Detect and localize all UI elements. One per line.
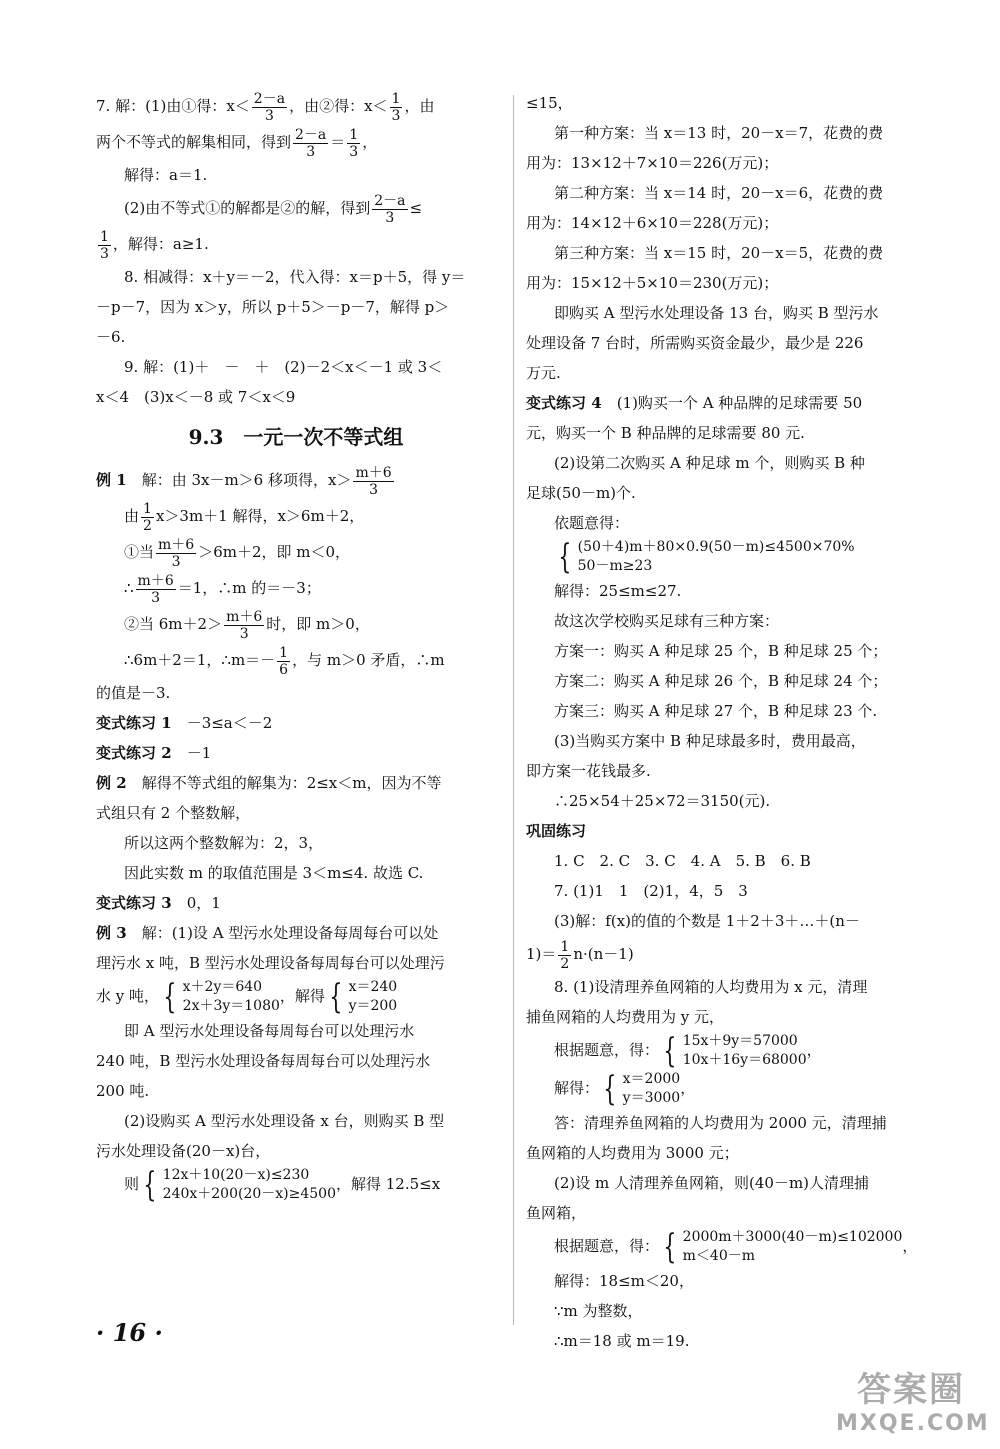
watermark-logo: [836, 1362, 990, 1436]
text-line: 答：清理养鱼网箱的人均费用为 2000 元，清理捕: [554, 1114, 887, 1132]
text-line: 即 A 型污水处理设备每周每台可以处理污水: [124, 1022, 415, 1040]
text-line: ≤15，: [526, 94, 573, 112]
section-label: 巩固练习: [526, 822, 587, 840]
text-line: ∴6m＋2＝1，∴m＝－ $\frac{1}{6}$ ，与 m＞0 矛盾，∴m: [124, 644, 445, 678]
text-line: 例 3 解：(1)设 A 型污水处理设备每周每台可以处: [96, 924, 439, 942]
fraction: $\frac{1}{2}$: [560, 938, 570, 972]
equation-system: { (50＋4)m＋80×0.9(50－m)≤4500×70% 50－m≥23: [558, 537, 855, 577]
text-line: ∴25×54＋25×72＝3150(元).: [554, 792, 771, 810]
text-line: 方案二：购买 A 种足球 26 个，B 种足球 24 个；: [554, 672, 888, 690]
text-line: 240 吨，B 型污水处理设备每周每台可以处理污水: [96, 1052, 431, 1070]
text-line: 处理设备 7 台时，所需购买资金最少，最少是 226: [526, 334, 864, 352]
text-line: 8. 相减得：x＋y＝－2，代入得：x＝p＋5，得 y＝: [124, 268, 466, 286]
text-line: 解得：18≤m＜20，: [554, 1272, 694, 1290]
text-line: 由 $\frac{1}{2}$ x＞3m＋1 解得，x＞6m＋2，: [124, 500, 365, 534]
text-line: 方案一：购买 A 种足球 25 个，B 种足球 25 个；: [554, 642, 888, 660]
text-line: 污水处理设备(20－x)台，: [96, 1142, 271, 1160]
fraction: $\frac{1}{3}$: [349, 126, 359, 160]
text-line: ①当 $\frac{m+6}{3}$ ＞6m＋2，即 m＜0，: [124, 536, 351, 570]
text-line: $\frac{1}{3}$ ，解得：a≥1.: [100, 228, 209, 262]
text-line: 鱼网箱的人均费用为 3000 元；: [526, 1144, 739, 1162]
section-title: 9.3 一元一次不等式组: [188, 425, 404, 449]
right-column: [526, 88, 930, 1356]
text-line: (3)解：f(x)的值的个数是 1＋2＋3＋…＋(n－: [554, 912, 860, 930]
text-line: 依题意得：: [554, 514, 630, 532]
text-line: 变式练习 2 －1: [96, 744, 212, 762]
text-line: 根据题意，得： { 15x＋9y＝57000 10x＋16y＝68000 ，: [554, 1031, 822, 1071]
fraction: $\frac{2-a}{3}$: [253, 90, 286, 124]
fraction: $\frac{1}{2}$: [143, 500, 152, 534]
text-line: 即方案一花钱最多.: [526, 762, 651, 780]
text-line: [526, 538, 930, 576]
watermark-text: 答案圈: [857, 1370, 965, 1410]
equation-system: { x＝240 y＝200: [329, 977, 398, 1017]
text-line: 变式练习 3 0，1: [96, 894, 221, 912]
page-number: · 16 ·: [96, 1318, 163, 1347]
text-line: 7. (1)1 1 (2)1，4，5 3: [554, 882, 748, 900]
text-line: ∴m＝18 或 m＝19.: [554, 1332, 690, 1350]
example-label: 例 1: [96, 471, 127, 489]
text-line: 变式练习 4 (1)购买一个 A 种品牌的足球需要 50: [526, 394, 863, 412]
text-line: 水 y 吨， { x＋2y＝640 2x＋3y＝1080 ，解得 { x＝240 y＝200: [96, 977, 398, 1017]
text-line: 根据题意，得： { 2000m＋3000(40－m)≤102000 m＜40－m ，: [554, 1227, 918, 1267]
text-line: 足球(50－m)个.: [526, 484, 636, 502]
text-line: 式组只有 2 个整数解，: [96, 804, 251, 822]
left-column: [96, 88, 496, 1204]
fraction: $\frac{m+6}{3}$: [158, 536, 195, 570]
text-line: 解得： { x＝2000 y＝3000 ，: [554, 1069, 696, 1109]
text-line: －p－7，因为 x＞y，所以 p＋5＞－p－7，解得 p＞: [96, 298, 450, 316]
text-line: 则 { 12x＋10(20－x)≤230 240x＋200(20－x)≥4500 ，解得 12.5≤x: [124, 1165, 441, 1205]
text-line: 8. (1)设清理养鱼网箱的人均费用为 x 元，清理: [554, 978, 868, 996]
equation-system: { 2000m＋3000(40－m)≤102000 m＜40－m: [663, 1227, 903, 1267]
text-line: ∴ $\frac{m+6}{3}$ ＝1，∴m 的＝－3；: [124, 572, 321, 606]
text-line: (2)由不等式①的解都是②的解，得到 $\frac{2-a}{3}$ ≤: [124, 192, 423, 226]
text-line: 第三种方案：当 x＝15 时，20－x＝5，花费的费: [554, 244, 884, 262]
text-line: 解得：a＝1.: [124, 166, 208, 184]
fraction: $\frac{2-a}{3}$: [295, 126, 327, 160]
text-line: 用为：14×12＋6×10＝228(万元)；: [526, 214, 779, 232]
equation-system: { x＝2000 y＝3000: [603, 1069, 681, 1109]
text-line: 200 吨.: [96, 1082, 150, 1100]
text-line: 第一种方案：当 x＝13 时，20－x＝7，花费的费: [554, 124, 884, 142]
text-line: 1. C 2. C 3. C 4. A 5. B 6. B: [554, 852, 811, 870]
text-line: 因此实数 m 的取值范围是 3＜m≤4. 故选 C.: [124, 864, 424, 882]
text-line: ②当 6m＋2＞ $\frac{m+6}{3}$ 时，即 m＞0，: [124, 608, 370, 642]
text-line: 的值是－3.: [96, 684, 171, 702]
text-line: 即购买 A 型污水处理设备 13 台，购买 B 型污水: [554, 304, 879, 322]
text-line: 变式练习 1 －3≤a＜－2: [96, 714, 273, 732]
text-line: 解得：25≤m≤27.: [554, 582, 682, 600]
fraction: $\frac{1}{6}$: [279, 644, 289, 678]
text-line: 理污水 x 吨，B 型污水处理设备每周每台可以处理污: [96, 954, 445, 972]
column-divider: [513, 95, 514, 1325]
text-line: －6.: [96, 328, 126, 346]
text-line: ∵m 为整数，: [554, 1302, 643, 1320]
text-line: 所以这两个整数解为：2，3，: [124, 834, 324, 852]
text-line: 鱼网箱，: [526, 1204, 587, 1222]
text-line: (3)当购买方案中 B 种足球最多时，费用最高，: [554, 732, 866, 750]
text-line: 9. 解：(1)＋ － ＋ (2)－2＜x＜－1 或 3＜: [124, 358, 443, 376]
text-line: 第二种方案：当 x＝14 时，20－x＝6，花费的费: [554, 184, 884, 202]
text-line: 捕鱼网箱的人均费用为 y 元，: [526, 1008, 725, 1026]
fraction: $\frac{m+6}{3}$: [355, 464, 392, 498]
text-line: 元，购买一个 B 种品牌的足球需要 80 元.: [526, 424, 805, 442]
fraction: $\frac{m+6}{3}$: [137, 572, 174, 606]
fraction: $\frac{m+6}{3}$: [226, 608, 263, 642]
fraction: $\frac{1}{3}$: [100, 228, 109, 262]
equation-system: { x＋2y＝640 2x＋3y＝1080: [163, 977, 280, 1017]
text-line: 例 2 解得不等式组的解集为：2≤x＜m，因为不等: [96, 774, 442, 792]
text-line: (2)设第二次购买 A 种足球 m 个，则购买 B 种: [554, 454, 865, 472]
equation-system: { 12x＋10(20－x)≤230 240x＋200(20－x)≥4500: [143, 1165, 336, 1205]
text-line: x＜4 (3)x＜－8 或 7＜x＜9: [96, 388, 296, 406]
text-line: 用为：13×12＋7×10＝226(万元)；: [526, 154, 779, 172]
text-line: 7. 解：(1)由①得：x＜ $\frac{2-a}{3}$ ，由②得：x＜ $\frac{1}{3}$ ，由: [96, 90, 435, 124]
text-line: 例 1 解：由 3x－m＞6 移项得，x＞ $\frac{m+6}{3}$: [96, 464, 392, 498]
text-line: 两个不等式的解集相同，得到 $\frac{2-a}{3}$ ＝ $\frac{1}{3}$ ，: [96, 126, 378, 160]
fraction: $\frac{1}{3}$: [391, 90, 401, 124]
text-line: 用为：15×12＋5×10＝230(万元)；: [526, 274, 779, 292]
text-line: 1)＝ $\frac{1}{2}$ n·(n－1): [526, 938, 634, 972]
text-line: 方案三：购买 A 种足球 27 个，B 种足球 23 个.: [554, 702, 878, 720]
fraction: $\frac{2-a}{3}$: [374, 192, 406, 226]
text-line: (2)设购买 A 型污水处理设备 x 台，则购买 B 型: [124, 1112, 445, 1130]
text-line: (2)设 m 人清理养鱼网箱，则(40－m)人清理捕: [554, 1174, 870, 1192]
text-line: 万元.: [526, 364, 561, 382]
equation-system: { 15x＋9y＝57000 10x＋16y＝68000: [663, 1031, 807, 1071]
text-line: 故这次学校购买足球有三种方案：: [554, 612, 780, 630]
watermark-url: MXQE.COM: [836, 1411, 990, 1436]
